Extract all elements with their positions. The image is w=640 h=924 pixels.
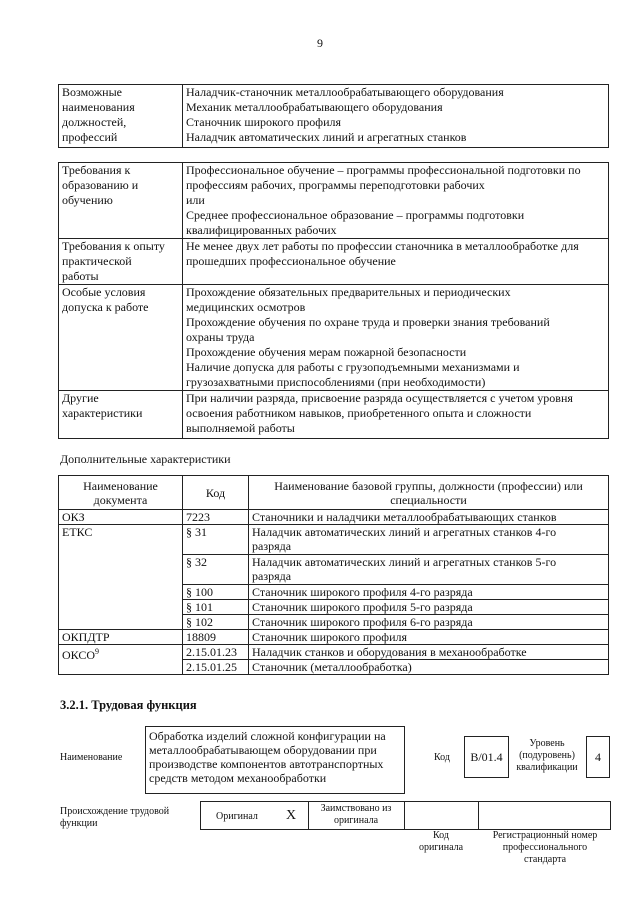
- table-row: ОКСО$^9$ 2.15.01.23 Наладчик станков и оборудования в механообработке: [59, 645, 609, 660]
- origin-divider-2: [404, 801, 405, 829]
- borrowed-label: Заимствовано из оригинала: [320, 803, 392, 826]
- table-row: 2.15.01.25 Станочник (металлообработка): [59, 660, 609, 675]
- level-value-box: 4: [586, 736, 610, 778]
- origin-divider-1: [308, 801, 309, 829]
- function-heading: 3.2.1. Трудовая функция: [60, 698, 197, 712]
- req-row-experience: Требования к опыту практической работы Не менее двух лет работы по профессии станочника в металлообработке для прошедших профессиональное обучение: [59, 239, 609, 285]
- req-row-conditions: Особые условия допуска к работе Прохождение обязательных предварительных и периодических медицинских осмотров Прохождение обучения по охране труда и проверки знания требований охраны труда Прохождение обучения мерам пожарной безопасности Наличие допуска для работы с грузоподъемными механизмами и грузозахватными приспособлениями (при необходимости): [59, 285, 609, 391]
- page-number: 9: [317, 36, 323, 50]
- origin-box: [200, 801, 611, 830]
- original-mark: X: [286, 808, 297, 823]
- origin-divider-3: [478, 801, 479, 829]
- original-label: Оригинал: [216, 811, 258, 822]
- req-row-other: Другие характеристики При наличии разряда, присвоение разряда осуществляется с учетом уровня освоения работником навыков, приобретенного опыта и сложности выполняемой работы: [59, 391, 609, 439]
- table-row: ЕТКС § 31 Наладчик автоматических линий и агрегатных станков 4-го разряда: [59, 525, 609, 555]
- code-value-box: B/01.4: [464, 736, 509, 778]
- level-label: Уровень (подуровень) квалификации: [516, 738, 578, 773]
- table-row: ОКПДТР 18809 Станочник широкого профиля: [59, 630, 609, 645]
- additional-header: Наименование документа Код Наименование базовой группы, должности (профессии) или специальности: [59, 476, 609, 510]
- table-row: § 101 Станочник широкого профиля 5-го разряда: [59, 600, 609, 615]
- table-row: § 32 Наладчик автоматических линий и агрегатных станков 5-го разряда: [59, 555, 609, 585]
- code-original-label: Код оригинала: [418, 830, 464, 853]
- reg-number-label: Регистрационный номер профессионального стандарта: [492, 830, 598, 865]
- table-row: ОКЗ 7223 Станочники и наладчики металлообрабатывающих станков: [59, 510, 609, 525]
- additional-title: Дополнительные характеристики: [60, 452, 231, 466]
- positions-values: Наладчик-станочник металлообрабатывающего оборудования Механик металлообрабатывающего оборудования Станочник широкого профиля Наладчик автоматических линий и агрегатных станков: [183, 85, 609, 148]
- table-row: § 100 Станочник широкого профиля 4-го разряда: [59, 585, 609, 600]
- code-label: Код: [434, 752, 450, 763]
- positions-label: Возможные наименования должностей, профессий: [59, 85, 183, 148]
- table-row: § 102 Станочник широкого профиля 6-го разряда: [59, 615, 609, 630]
- function-name-box: Обработка изделий сложной конфигурации на металлообрабатывающем оборудовании при производстве компонентов автотранспортных средств методом механообработки: [145, 726, 405, 794]
- function-name-label: Наименование: [60, 752, 123, 763]
- req-row-education: Требования к образованию и обучению Профессиональное обучение – программы профессиональной подготовки по профессиям рабочих, программы переподготовки рабочих или Среднее профессиональное образование – программы подготовки квалифицированных рабочих: [59, 163, 609, 239]
- requirements-table: [58, 162, 609, 439]
- additional-table: [58, 475, 609, 675]
- positions-table: [58, 84, 609, 148]
- origin-label: Происхождение трудовой функции: [60, 806, 170, 829]
